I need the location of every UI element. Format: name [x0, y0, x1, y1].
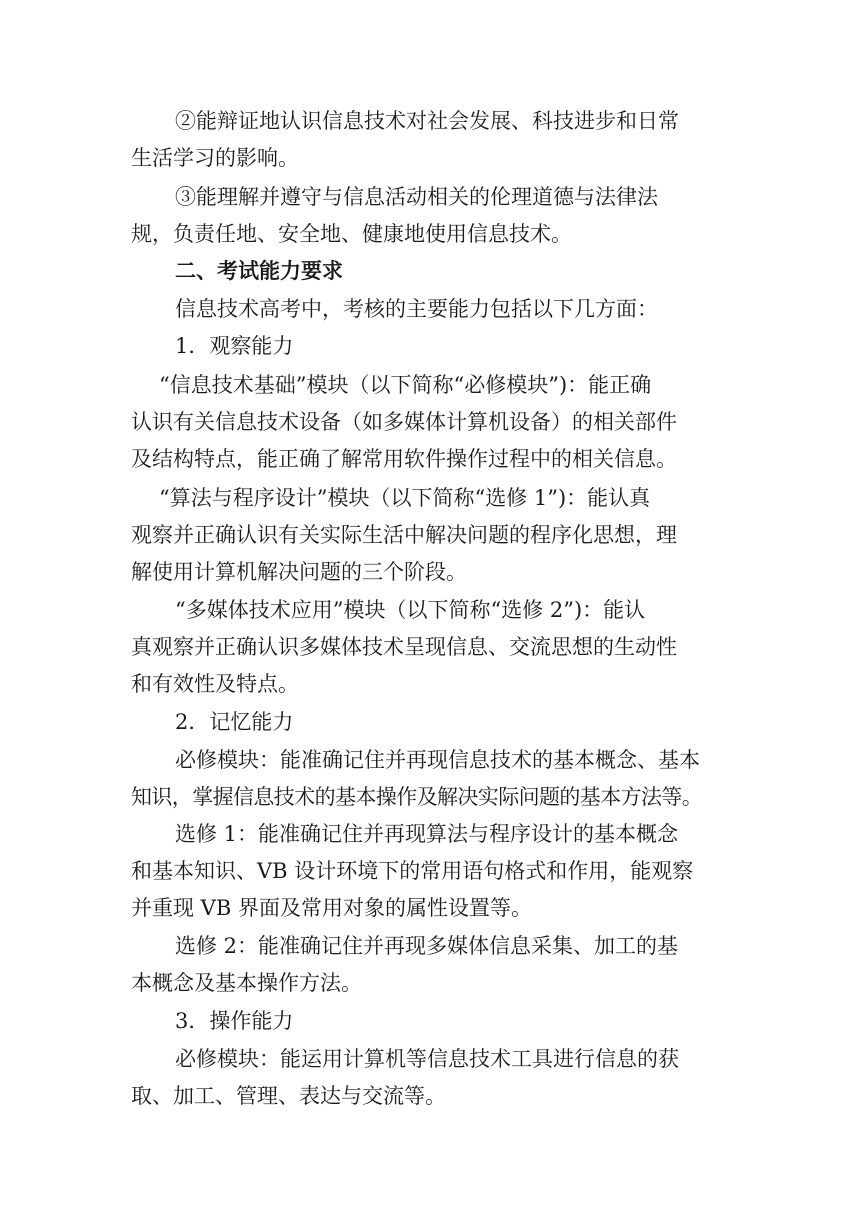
- text-line: 观察并正确认识有关实际生活中解决问题的程序化思想，理: [131, 523, 677, 547]
- text-line: 并重现 VB 界面及常用对象的属性设置等。: [131, 896, 532, 920]
- text-line: 取、加工、管理、表达与交流等。: [131, 1084, 446, 1108]
- section-heading: 二、考试能力要求: [175, 259, 343, 283]
- text-line: 必修模块：能运用计算机等信息技术工具进行信息的获: [175, 1047, 679, 1071]
- text-line: 本概念及基本操作方法。: [131, 971, 362, 995]
- text-line: 选修 2：能准确记住并再现多媒体信息采集、加工的基: [175, 934, 679, 958]
- text-line: ③能理解并遵守与信息活动相关的伦理道德与法律法: [175, 185, 658, 209]
- subsection-heading: 2．记忆能力: [175, 710, 294, 734]
- text-line: 及结构特点，能正确了解常用软件操作过程中的相关信息。: [131, 447, 677, 471]
- text-line: 知识，掌握信息技术的基本操作及解决实际问题的基本方法等。: [131, 785, 703, 809]
- text-line: 必修模块：能准确记住并再现信息技术的基本概念、基本: [175, 748, 700, 772]
- text-line: 和基本知识、VB 设计环境下的常用语句格式和作用，能观察: [131, 859, 694, 883]
- text-line: 生活学习的影响。: [131, 146, 299, 170]
- text-line: 选修 1：能准确记住并再现算法与程序设计的基本概念: [175, 822, 679, 846]
- text-line: 规，负责任地、安全地、健康地使用信息技术。: [131, 222, 572, 246]
- text-line: 真观察并正确认识多媒体技术呈现信息、交流思想的生动性: [131, 635, 677, 659]
- text-line: “多媒体技术应用”模块（以下简称“选修 2”)：能认: [175, 598, 646, 622]
- text-line: ②能辩证地认识信息技术对社会发展、科技进步和日常: [175, 109, 679, 133]
- text-line: 解使用计算机解决问题的三个阶段。: [131, 560, 467, 584]
- subsection-heading: 3．操作能力: [175, 1009, 294, 1033]
- text-line: 和有效性及特点。: [131, 672, 299, 696]
- text-line: “算法与程序设计”模块（以下简称“选修 1”)：能认真: [159, 486, 651, 510]
- text-line: 认识有关信息技术设备（如多媒体计算机设备）的相关部件: [131, 410, 677, 434]
- subsection-heading: 1．观察能力: [175, 334, 294, 358]
- text-line: “信息技术基础”模块（以下简称“必修模块”)：能正确: [159, 373, 652, 397]
- text-line: 信息技术高考中，考核的主要能力包括以下几方面：: [175, 297, 658, 321]
